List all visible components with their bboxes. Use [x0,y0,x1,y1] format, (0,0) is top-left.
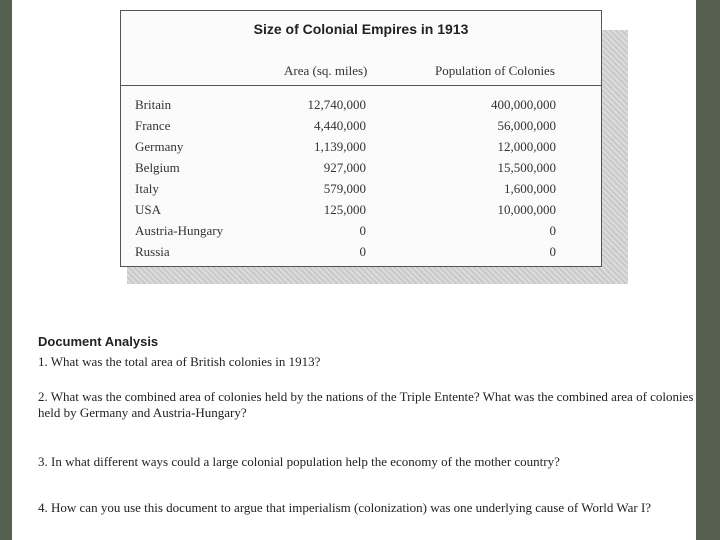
table-row [121,139,601,160]
country-cell: Russia [135,244,170,259]
table-row [121,118,601,139]
question-number: 2. [38,389,48,404]
question-text: What was the total area of British colonies in 1913? [50,354,321,369]
document-analysis-heading: Document Analysis [38,334,159,349]
population-cell: 400,000,000 [491,97,556,112]
header-divider [121,85,601,86]
population-cell: 12,000,000 [497,139,556,154]
country-cell: Belgium [135,160,180,175]
question-4 [38,500,698,516]
table-title: Size of Colonial Empires in 1913 [253,21,469,37]
area-column-header: Area (sq. miles) [284,63,368,78]
population-column-header: Population of Colonies [435,63,555,78]
question-text: How can you use this document to argue that imperialism (colonization) was one underlying cause of World War I? [51,500,652,515]
question-text: In what different ways could a large colonial population help the economy of the mother country? [51,454,560,469]
country-cell: Britain [135,97,172,112]
question-number: 3. [38,454,48,469]
population-cell: 15,500,000 [497,160,556,175]
table-body [121,97,601,265]
table-row [121,244,601,265]
colonial-empires-table [120,10,602,267]
area-cell: 579,000 [323,181,366,196]
table-row [121,202,601,223]
country-cell: France [135,118,171,133]
table-row [121,97,601,118]
area-cell: 927,000 [323,160,366,175]
question-3 [38,454,698,470]
area-cell: 4,440,000 [314,118,366,133]
question-number: 4. [38,500,48,515]
country-cell: Germany [135,139,184,154]
population-cell: 1,600,000 [504,181,556,196]
area-cell: 125,000 [323,202,366,217]
question-1 [38,354,698,370]
document-page [12,0,696,540]
country-cell: USA [135,202,162,217]
population-cell: 10,000,000 [497,202,556,217]
table-row [121,160,601,181]
area-cell: 0 [359,244,366,259]
table-row [121,223,601,244]
area-cell: 12,740,000 [307,97,366,112]
area-cell: 0 [359,223,366,238]
country-cell: Italy [135,181,159,196]
population-cell: 0 [549,223,556,238]
table-row [121,181,601,202]
population-cell: 0 [549,244,556,259]
question-number: 1. [38,354,48,369]
area-cell: 1,139,000 [314,139,366,154]
question-2 [38,389,698,421]
question-text: What was the combined area of colonies held by the nations of the Triple Entente? What was the combined area of colonies held by Germany and Austria-Hungary? [38,389,694,420]
population-cell: 56,000,000 [497,118,556,133]
country-cell: Austria-Hungary [135,223,224,238]
